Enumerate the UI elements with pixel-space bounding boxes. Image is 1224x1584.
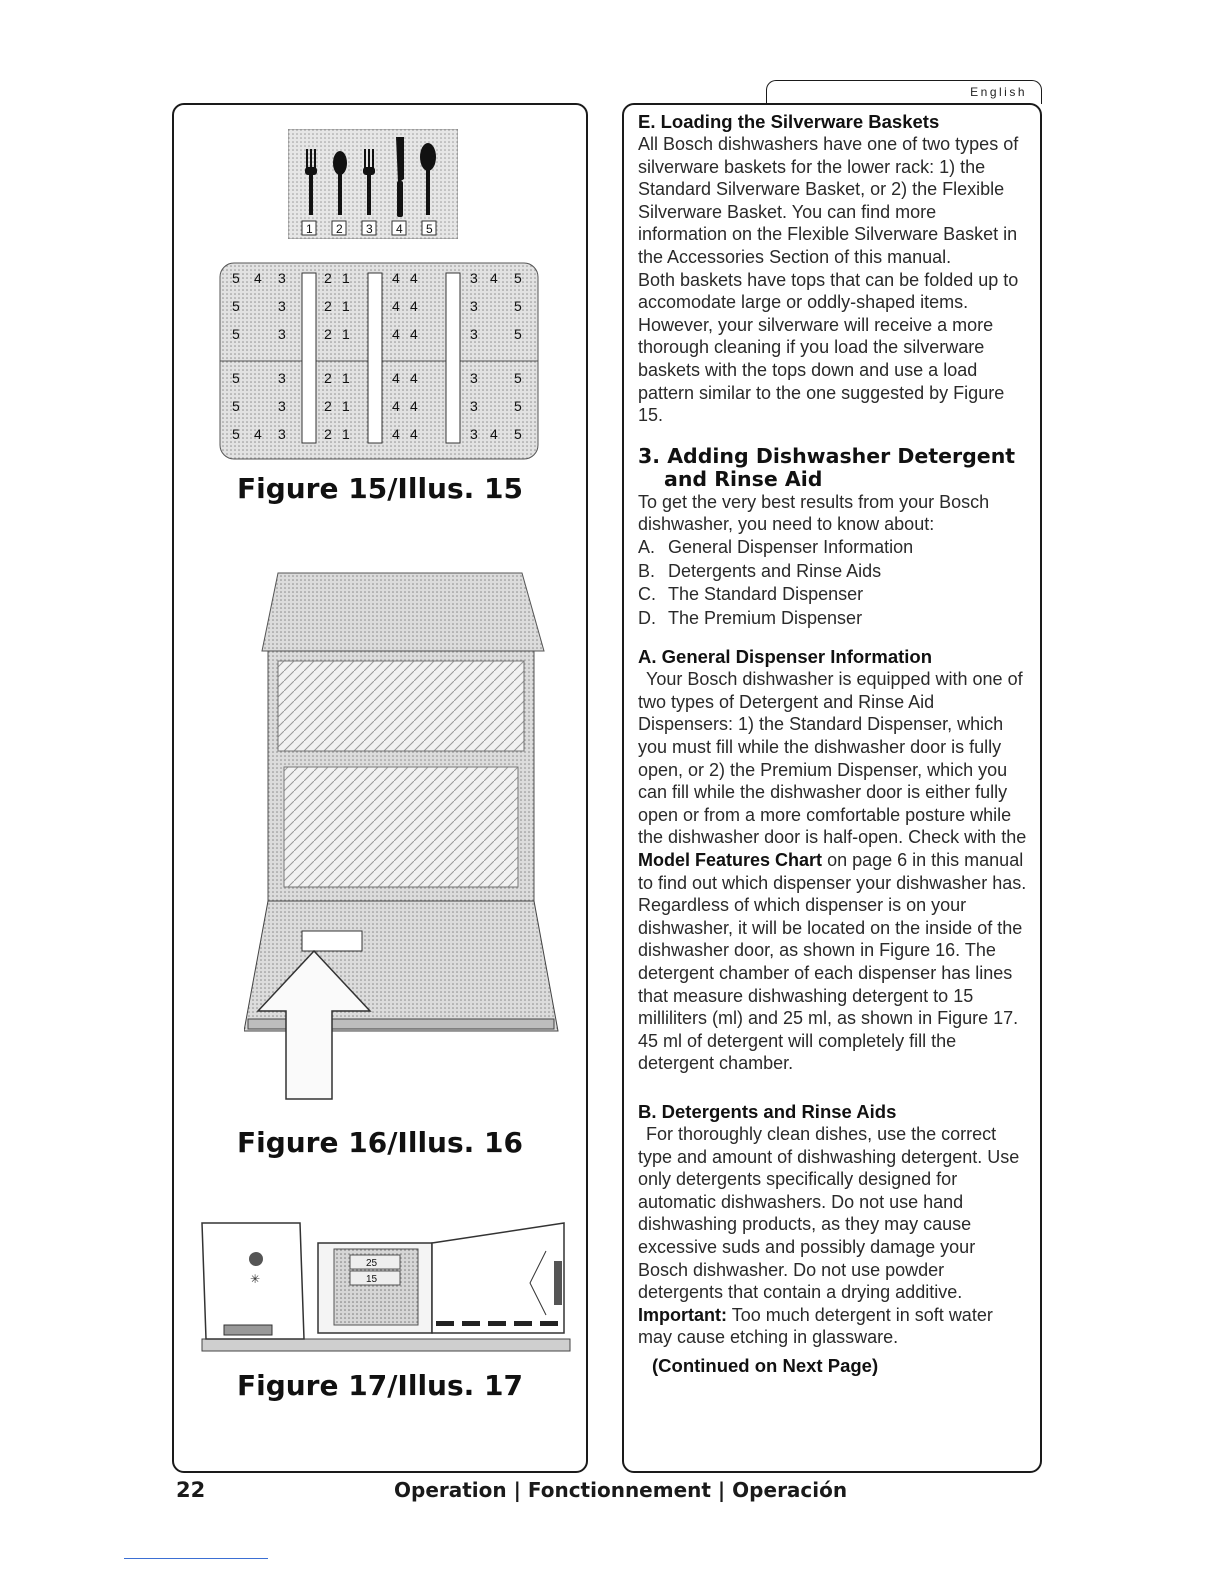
page-number: 22 bbox=[176, 1478, 206, 1502]
svg-text:5: 5 bbox=[514, 370, 522, 386]
svg-text:4: 4 bbox=[392, 270, 400, 286]
section-a-heading: A. General Dispenser Information bbox=[638, 646, 933, 668]
section-b-paragraph: For thoroughly clean dishes, use the correct type and amount of dishwashing detergent. Use only detergents specifically designed for automatic dishwashers. Do not use hand dishwashing products, as they may cause excessive suds and possibly damage your Bosch dishwasher. Do not use powder detergents that contain a drying additive. Important: Too much detergent in soft water may cause etching in glassware. bbox=[638, 1123, 1020, 1348]
svg-text:5: 5 bbox=[514, 326, 522, 342]
svg-text:4: 4 bbox=[410, 298, 418, 314]
svg-text:2: 2 bbox=[324, 370, 332, 386]
svg-text:4: 4 bbox=[392, 326, 400, 342]
section-e-paragraph-2: Both baskets have tops that can be folded up to accomodate large or oddly-shaped items. However, your silverware will receive a more thorough cleaning if you load the silverware baskets with the tops down and use a load pattern similar to the one suggested by Figure 15. bbox=[638, 269, 1019, 426]
section-3-heading-line-2: and Rinse Aid bbox=[664, 466, 823, 491]
list-item: B. Detergents and Rinse Aids bbox=[638, 560, 882, 581]
svg-text:5: 5 bbox=[514, 398, 522, 414]
list-item: D. The Premium Dispenser bbox=[638, 607, 863, 628]
svg-text:4: 4 bbox=[410, 398, 418, 414]
section-e-heading: E. Loading the Silverware Baskets bbox=[638, 111, 940, 132]
utensil-chart-illustration bbox=[288, 129, 458, 239]
list-item: A. General Dispenser Information bbox=[638, 536, 914, 557]
svg-text:2: 2 bbox=[324, 298, 332, 314]
svg-text:3: 3 bbox=[278, 398, 286, 414]
svg-text:3: 3 bbox=[470, 398, 478, 414]
svg-text:5: 5 bbox=[232, 398, 240, 414]
dispenser-mark-15: 15 bbox=[366, 1274, 378, 1285]
svg-text:4: 4 bbox=[490, 426, 498, 442]
topic-list bbox=[638, 536, 1030, 630]
figure-16-caption: Figure 16/Illus. 16 bbox=[236, 1126, 523, 1159]
svg-text:3: 3 bbox=[470, 326, 478, 342]
silverware-basket-illustration bbox=[218, 253, 540, 465]
svg-text:5: 5 bbox=[514, 298, 522, 314]
section-a-paragraph-1: Your Bosch dishwasher is equipped with one of two types of Detergent and Rinse Aid Dispensers: 1) the Standard Dispenser, which you must fill while the dishwasher door is fully open, or 2) the Premium Dispenser, which you can fill while the dishwasher door is either fully open or from a more comfortable posture while the dishwasher door is half-open. Check with the Model Features Chart on page 6 in this manual to find out which dispenser your dishwasher has. bbox=[638, 669, 1027, 893]
svg-text:2: 2 bbox=[324, 426, 332, 442]
svg-text:4: 4 bbox=[410, 426, 418, 442]
svg-text:4: 4 bbox=[490, 270, 498, 286]
svg-text:4: 4 bbox=[392, 398, 400, 414]
svg-text:2: 2 bbox=[324, 398, 332, 414]
dishwasher-illustration bbox=[244, 571, 562, 1111]
svg-text:1: 1 bbox=[342, 270, 350, 286]
section-b-heading: B. Detergents and Rinse Aids bbox=[638, 1100, 897, 1122]
model-features-chart-ref: Model Features Chart bbox=[638, 850, 823, 871]
svg-text:2: 2 bbox=[324, 326, 332, 342]
svg-text:✳: ✳ bbox=[250, 1272, 261, 1286]
text-panel bbox=[622, 103, 1042, 1473]
svg-text:3: 3 bbox=[278, 270, 286, 286]
svg-text:4: 4 bbox=[410, 270, 418, 286]
svg-text:4: 4 bbox=[410, 326, 418, 342]
svg-text:1: 1 bbox=[342, 398, 350, 414]
svg-text:3: 3 bbox=[278, 326, 286, 342]
svg-text:4: 4 bbox=[410, 370, 418, 386]
dispenser-illustration bbox=[200, 1221, 572, 1355]
list-item: C. The Standard Dispenser bbox=[638, 584, 864, 605]
section-e-paragraph-1: All Bosch dishwashers have one of two types of silverware baskets for the lower rack: 1) the Standard Silverware Basket, or 2) the Flexible Silverware Basket. You can find more information on the Flexible Silverware Basket in the Accessories Section of this manual. bbox=[638, 134, 1019, 267]
svg-text:5: 5 bbox=[232, 426, 240, 442]
section-a-paragraph-2: Regardless of which dispenser is on your dishwasher, it will be located on the inside of the dishwasher door, as shown in Figure 16. The detergent chamber of each dispenser has lines that measure dishwashing detergent to 15 milliliters (ml) and 25 ml, as shown in Figure 17. 45 ml of detergent will completely fill the detergent chamber. bbox=[638, 895, 1023, 1074]
svg-text:1: 1 bbox=[342, 326, 350, 342]
svg-text:3: 3 bbox=[470, 426, 478, 442]
svg-text:5: 5 bbox=[232, 270, 240, 286]
continued-note: (Continued on Next Page) bbox=[652, 1354, 879, 1376]
utensil-number: 5 bbox=[426, 222, 433, 236]
svg-text:5: 5 bbox=[514, 426, 522, 442]
language-tab: English bbox=[766, 80, 1042, 104]
svg-text:3: 3 bbox=[278, 298, 286, 314]
utensil-number: 3 bbox=[366, 222, 373, 236]
svg-text:3: 3 bbox=[278, 370, 286, 386]
section-3-intro: To get the very best results from your Bosch dishwasher, you need to know about: bbox=[638, 491, 990, 535]
svg-text:5: 5 bbox=[232, 298, 240, 314]
svg-text:5: 5 bbox=[514, 270, 522, 286]
important-label: Important: bbox=[638, 1304, 727, 1325]
svg-text:3: 3 bbox=[470, 370, 478, 386]
utensil-number: 1 bbox=[306, 222, 313, 236]
svg-text:2: 2 bbox=[324, 270, 332, 286]
section-3-heading-line-1: 3. Adding Dishwasher Detergent bbox=[638, 443, 1016, 468]
svg-text:4: 4 bbox=[254, 426, 262, 442]
dispenser-mark-25: 25 bbox=[366, 1258, 378, 1269]
svg-text:1: 1 bbox=[342, 298, 350, 314]
bottom-rule bbox=[124, 1558, 268, 1559]
figure-15-caption: Figure 15/Illus. 15 bbox=[236, 472, 523, 505]
figure-17-caption: Figure 17/Illus. 17 bbox=[236, 1369, 523, 1402]
svg-text:4: 4 bbox=[392, 298, 400, 314]
svg-text:1: 1 bbox=[342, 426, 350, 442]
utensil-number: 4 bbox=[396, 222, 403, 236]
svg-text:3: 3 bbox=[470, 298, 478, 314]
svg-text:3: 3 bbox=[278, 426, 286, 442]
footer-title: Operation | Fonctionnement | Operación bbox=[394, 1478, 848, 1502]
svg-text:5: 5 bbox=[232, 326, 240, 342]
svg-text:4: 4 bbox=[392, 370, 400, 386]
svg-text:4: 4 bbox=[254, 270, 262, 286]
svg-text:3: 3 bbox=[470, 270, 478, 286]
svg-text:5: 5 bbox=[232, 370, 240, 386]
section-3-heading bbox=[638, 445, 1030, 491]
svg-text:1: 1 bbox=[342, 370, 350, 386]
figures-panel bbox=[172, 103, 588, 1473]
utensil-number: 2 bbox=[336, 222, 343, 236]
svg-text:4: 4 bbox=[392, 426, 400, 442]
